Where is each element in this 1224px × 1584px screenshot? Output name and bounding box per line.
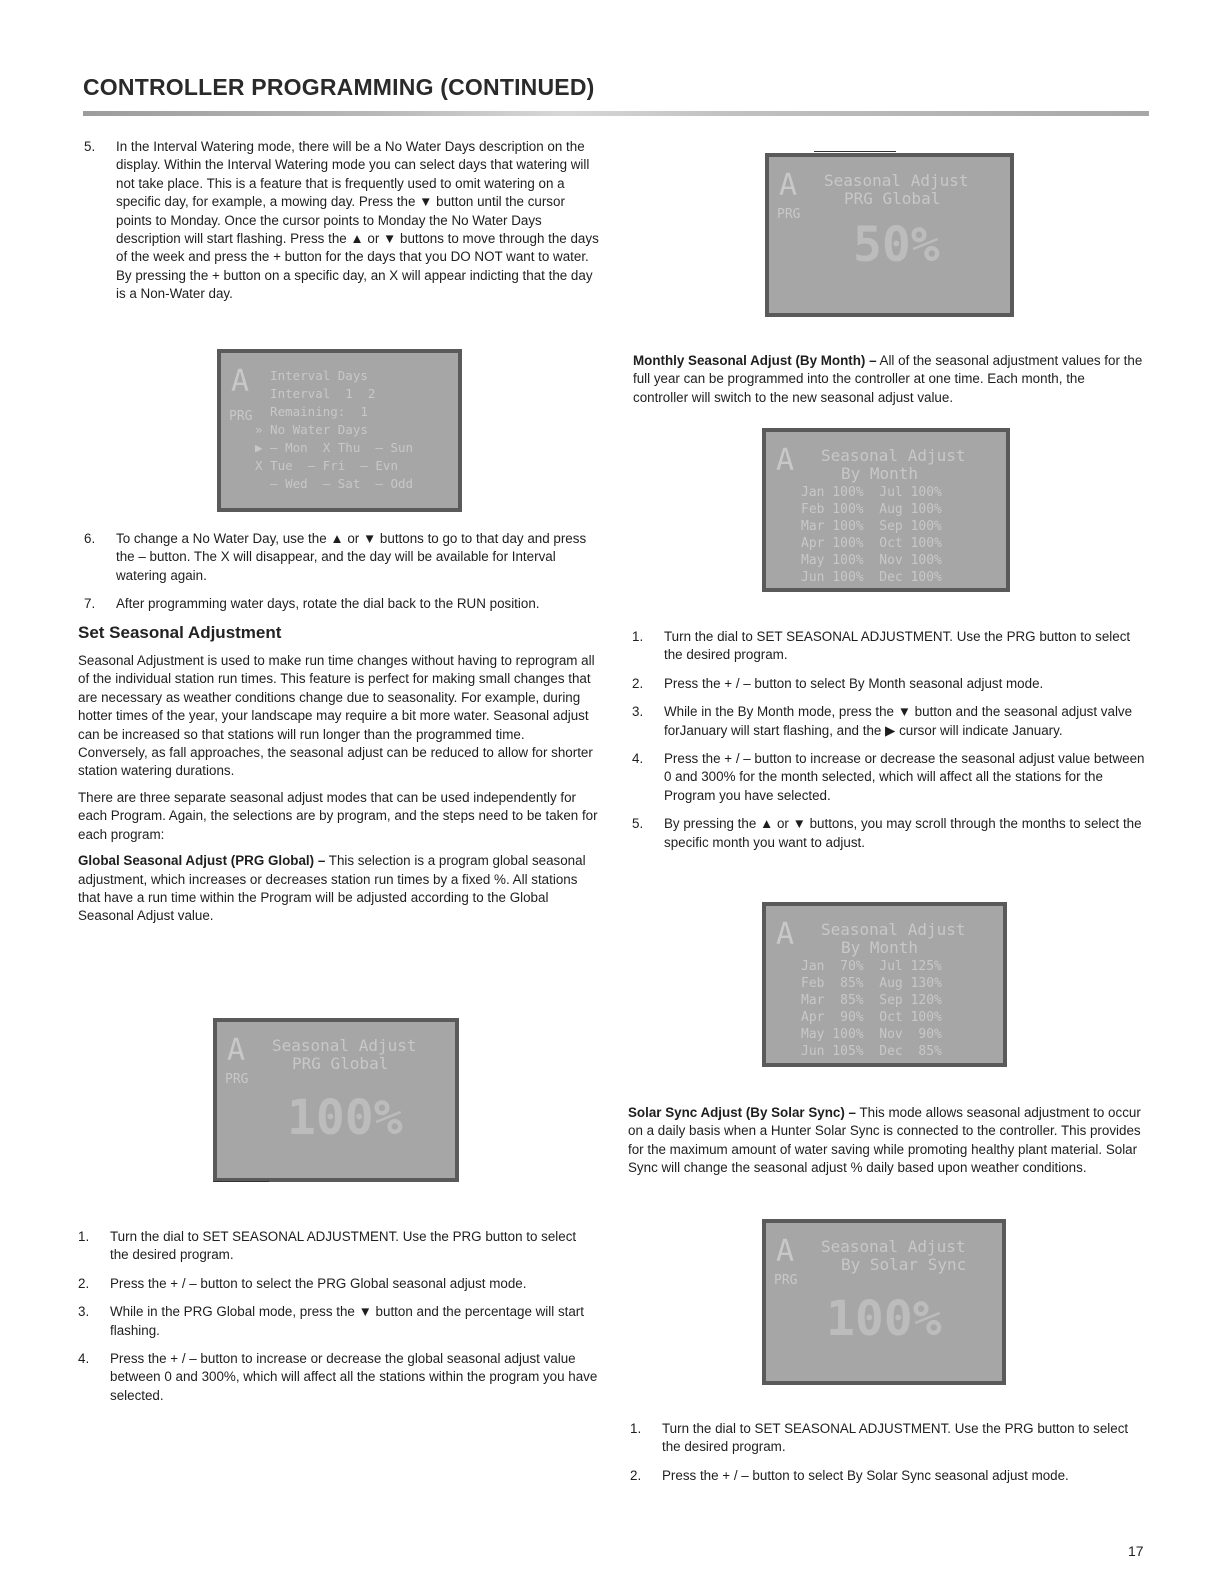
step-text: After programming water days, rotate the dial back to the RUN position. (116, 596, 540, 612)
step-text: Press the + / – button to select By Solar Sync seasonal adjust mode. (662, 1467, 1069, 1483)
step-text: Turn the dial to SET SEASONAL ADJUSTMENT. Use the PRG button to select the desired program. (664, 629, 1131, 663)
lcd-row: Interval Days (255, 368, 368, 383)
paragraph: Seasonal Adjustment is used to make run time changes without having to reprogram all of the individual station run times. This feature is perfect for making small changes that are necessary as weather conditions change due to seasonality. For example, during hotter times of the year, your landscape may require a bit more water. Seasonal adjust can be increased so that stations will run longer than the programmed time. Conversely, as fall approaches, the seasonal adjust can be reduced to allow for shorter station watering durations. (78, 653, 595, 779)
step-text: Press the + / – button to increase or decrease the global seasonal adjust value between 0 and 300%, which will affect all the stations within the program you have selected. (110, 1351, 598, 1403)
lcd-row: Mar 100% Sep 100% (801, 519, 942, 534)
interval-lcd-display: A PRG Interval Days Interval 1 2 Remaining: 1 » No Water Days ▶ – Mon X Thu – Sun X Tue – Fri – Evn – Wed – Sat – Odd (217, 349, 462, 512)
lcd-row: Jun 105% Dec 85% (801, 1044, 942, 1059)
lcd-value: 50% (853, 217, 940, 273)
list-item: 3. While in the PRG Global mode, press the ▼ button and the percentage will start flashing. (78, 1304, 584, 1338)
list-item: 2. Press the + / – button to select By Solar Sync seasonal adjust mode. (630, 1467, 1069, 1483)
page-heading: CONTROLLER PROGRAMMING (CONTINUED) (83, 74, 595, 100)
lcd-row: May 100% Nov 90% (801, 1027, 942, 1042)
step-text: While in the PRG Global mode, press the ▼ button and the percentage will start flashing. (110, 1304, 584, 1338)
list-item: 4. Press the + / – button to increase or decrease the global seasonal adjust value between 0 and 300%, which will affect all the stations within the program you have selected. (78, 1351, 598, 1403)
global-text: This selection is a program global seasonal adjustment, which increases or decreases station run times by a fixed %. All stations that have a run time within the Program will be adjusted according to the Global Seasonal Adjust value. (78, 853, 586, 924)
lcd-row: Jan 70% Jul 125% (801, 959, 942, 974)
left-step5-block (84, 138, 604, 314)
lcd-row: Apr 90% Oct 100% (801, 1010, 942, 1025)
monthly-description (633, 352, 1143, 415)
lcd-row: » No Water Days (255, 422, 368, 437)
solar-sync-lcd-display: A PRG Seasonal Adjust By Solar Sync 100% (762, 1219, 1006, 1385)
list-item: 3. While in the By Month mode, press the ▼ button and the seasonal adjust valve forJanuary will start flashing, and the ▶ cursor will indicate January. (632, 704, 1133, 738)
list-item: 1. Turn the dial to SET SEASONAL ADJUSTMENT. Use the PRG button to select the desired program. (632, 629, 1131, 663)
section-title: Set Seasonal Adjustment (78, 622, 282, 642)
step-text: Press the + / – button to select the PRG Global seasonal adjust mode. (110, 1275, 527, 1291)
lcd-value: 100% (826, 1291, 942, 1347)
solar-description (628, 1104, 1143, 1186)
list-item: 1. Turn the dial to SET SEASONAL ADJUSTMENT. Use the PRG button to select the desired program. (630, 1421, 1129, 1455)
by-month-values-lcd-display: A Seasonal Adjust By Month Jan 70% Jul 125% Feb 85% Aug 130% Mar 85% Sep 120% Apr 90% Oct 100% May 100% Nov 90% Jun 105% Dec 85% (762, 902, 1007, 1067)
solar-steps (630, 1420, 1145, 1495)
lcd-row: Interval 1 2 (255, 386, 376, 401)
lcd-row: Jun 100% Dec 100% (801, 570, 942, 585)
left-steps-block (78, 1228, 598, 1415)
list-item: 7. After programming water days, rotate the dial back to the RUN position. (84, 596, 540, 612)
paragraph (633, 352, 1143, 407)
monthly-steps (632, 628, 1147, 862)
list-item: 6. To change a No Water Day, use the ▲ or ▼ buttons to go to that day and press the – button. The X will disappear, and the day will be available for Interval watering again. (84, 531, 587, 583)
monthly-title: Monthly Seasonal Adjust (By Month) – (633, 353, 877, 368)
step-text: To change a No Water Day, use the ▲ or ▼ buttons to go to that day and press the – button. The X will disappear, and the day will be available for Interval watering again. (116, 531, 587, 583)
step-text: Press the + / – button to select By Month seasonal adjust mode. (664, 675, 1044, 691)
list-item: 2. Press the + / – button to select By Month seasonal adjust mode. (632, 675, 1044, 691)
page-number: 17 (1128, 1543, 1144, 1559)
list-item: 2. Press the + / – button to select the PRG Global seasonal adjust mode. (78, 1275, 527, 1291)
lcd-row: Apr 100% Oct 100% (801, 536, 942, 551)
global-lcd-display: A PRG Seasonal Adjust PRG Global 100% (213, 1018, 459, 1182)
lcd-row: Mar 85% Sep 120% (801, 993, 942, 1008)
paragraph: There are three separate seasonal adjust modes that can be used independently for each Program. Again, the selections are by program, and the steps need to be taken for each program: (78, 789, 598, 842)
list-item: 1. Turn the dial to SET SEASONAL ADJUSTMENT. Use the PRG button to select the desired program. (78, 1229, 577, 1263)
heading-rule (83, 111, 1149, 116)
global-title: Global Seasonal Adjust (PRG Global) – (78, 853, 326, 869)
divider (814, 151, 896, 152)
list-item: 4. Press the + / – button to increase or decrease the seasonal adjust value between 0 and 300% for the month selected, which will affect all the stations for the Program you have selected. (632, 751, 1145, 803)
by-month-lcd-display: A Seasonal Adjust By Month Jan 100% Jul 100% Feb 100% Aug 100% Mar 100% Sep 100% Apr 100% Oct 100% May 100% Nov 100% Jun 100% Dec 100% (762, 428, 1010, 592)
list-item: 5. In the Interval Watering mode, there will be a No Water Days description on the display. Within the Interval Watering mode you can select days that watering will not take place. This is a feature that is frequently used to omit watering on a specific day, for example, a mowing day. Press the ▼ button until the cursor points to Monday. Once the cursor points to Monday the No Water Days description will start flashing. Press the ▲ or ▼ buttons to move through the days of the week and press the + button for the days that you DO NOT want to water. By pressing the + button on a specific day, an X will appear indicting that the day is a Non-Water day. (84, 139, 599, 302)
step-text: Press the + / – button to increase or decrease the seasonal adjust value between 0 and 300% for the month selected, which will affect all the stations for the Program you have selected. (664, 751, 1145, 803)
lcd-row: Jan 100% Jul 100% (801, 485, 942, 500)
lcd-row: Remaining: 1 (255, 404, 368, 419)
lcd-row: May 100% Nov 100% (801, 553, 942, 568)
lcd-row: Feb 100% Aug 100% (801, 502, 942, 517)
divider (213, 1181, 269, 1182)
lcd-row: ▶ – Mon X Thu – Sun (255, 440, 414, 455)
solar-title: Solar Sync Adjust (By Solar Sync) – (628, 1105, 856, 1120)
global-top-lcd-display: A PRG Seasonal Adjust PRG Global 50% (765, 153, 1014, 317)
paragraph (78, 852, 598, 926)
step-text: While in the By Month mode, press the ▼ button and the seasonal adjust valve forJanuary will start flashing, and the ▶ cursor will indicate January. (664, 704, 1133, 738)
lcd-value: 100% (287, 1090, 403, 1146)
list-item: 5. By pressing the ▲ or ▼ buttons, you may scroll through the months to select the specific month you want to adjust. (632, 816, 1142, 850)
left-main-block (78, 530, 598, 934)
lcd-row: X Tue – Fri – Evn (255, 458, 398, 473)
monthly-text: All of the seasonal adjustment values for the full year can be programmed into the controller at one time. Each month, the controller will switch to the new seasonal adjust value. (633, 353, 1143, 405)
lcd-row: – Wed – Sat – Odd (255, 476, 414, 491)
step-text: Turn the dial to SET SEASONAL ADJUSTMENT. Use the PRG button to select the desired program. (110, 1229, 577, 1263)
lcd-row: Feb 85% Aug 130% (801, 976, 942, 991)
step-text: In the Interval Watering mode, there will be a No Water Days description on the display. Within the Interval Watering mode you can select days that watering will not take place. This is a feature that is frequently used to omit watering on a specific day, for example, a mowing day. Press the ▼ button until the cursor points to Monday. Once the cursor points to Monday the No Water Days description will start flashing. Press the ▲ or ▼ buttons to move through the days of the week and press the + button for the days that you DO NOT want to water. By pressing the + button on a specific day, an X will appear indicting that the day is a Non-Water day. (116, 139, 599, 302)
paragraph (628, 1104, 1143, 1178)
solar-text: This mode allows seasonal adjustment to occur on a daily basis when a Hunter Solar Sync is connected to the controller. This provides for the maximum amount of water saving while promoting healthy plant material. Solar Sync will change the seasonal adjust % daily based upon weather conditions. (628, 1105, 1141, 1176)
step-text: Turn the dial to SET SEASONAL ADJUSTMENT. Use the PRG button to select the desired program. (662, 1421, 1129, 1455)
step-text: By pressing the ▲ or ▼ buttons, you may scroll through the months to select the specific month you want to adjust. (664, 816, 1142, 850)
